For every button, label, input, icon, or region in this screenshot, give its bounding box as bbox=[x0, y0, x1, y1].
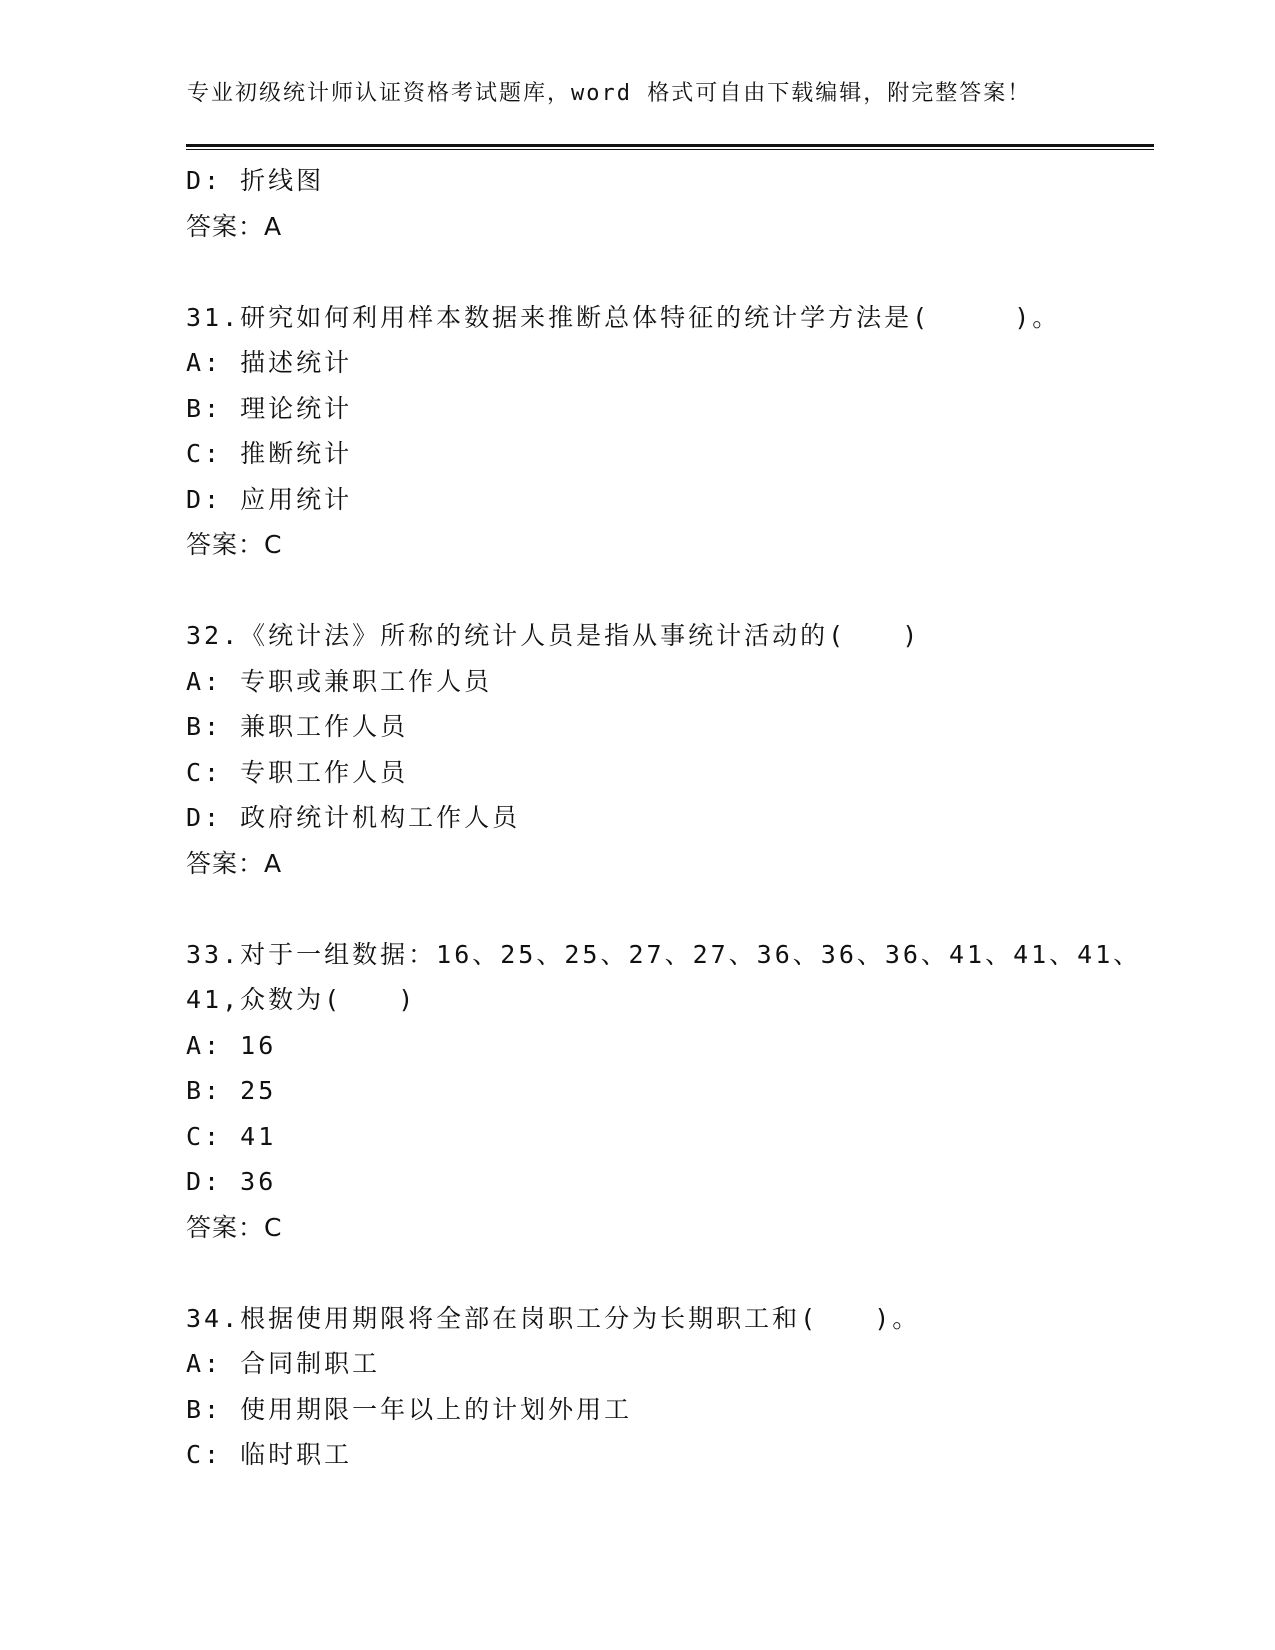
answer-line: 答案：A bbox=[186, 211, 283, 241]
question-stem: 33.对于一组数据：16、25、25、27、27、36、36、36、41、41、41、 bbox=[186, 939, 1142, 969]
answer-line: 答案：C bbox=[186, 530, 283, 559]
option-b: B: 25 bbox=[186, 1076, 277, 1105]
option-a: A: 16 bbox=[186, 1030, 277, 1060]
option-b: B: 使用期限一年以上的计划外用工 bbox=[186, 1394, 633, 1424]
spacer bbox=[186, 886, 1086, 932]
option-a: A: 合同制职工 bbox=[186, 1349, 381, 1378]
spacer bbox=[186, 249, 1086, 295]
option-b: B: 理论统计 bbox=[186, 393, 353, 423]
option-c: C: 专职工作人员 bbox=[186, 757, 409, 787]
option-b: B: 兼职工作人员 bbox=[186, 712, 409, 741]
answer-line: 答案：A bbox=[186, 848, 283, 878]
option-c: C: 临时职工 bbox=[186, 1440, 353, 1469]
page-header-title: 专业初级统计师认证资格考试题库，word 格式可自由下载编辑，附完整答案！ bbox=[187, 81, 1032, 106]
header-divider-thick bbox=[186, 144, 1154, 147]
spacer bbox=[186, 1250, 1086, 1296]
spacer bbox=[186, 568, 1086, 614]
option-c: C: 推断统计 bbox=[186, 439, 353, 468]
answer-line: 答案：C bbox=[186, 1212, 283, 1242]
question-stem-continued: 41,众数为( ) bbox=[186, 985, 417, 1014]
header-divider-thin bbox=[186, 149, 1154, 150]
question-content bbox=[186, 158, 1142, 1478]
option-d: D: 36 bbox=[186, 1167, 277, 1196]
option-d: D: 应用统计 bbox=[186, 484, 353, 514]
option-a: A: 描述统计 bbox=[186, 348, 353, 377]
option-a: A: 专职或兼职工作人员 bbox=[186, 666, 493, 696]
question-stem: 34.根据使用期限将全部在岗职工分为长期职工和( )。 bbox=[186, 1303, 921, 1333]
question-stem: 31.研究如何利用样本数据来推断总体特征的统计学方法是( )。 bbox=[186, 302, 1061, 332]
option-c: C: 41 bbox=[186, 1121, 277, 1151]
option-d: D: 折线图 bbox=[186, 166, 325, 195]
question-stem: 32.《统计法》所称的统计人员是指从事统计活动的( ) bbox=[186, 621, 921, 650]
option-d: D: 政府统计机构工作人员 bbox=[186, 803, 521, 832]
